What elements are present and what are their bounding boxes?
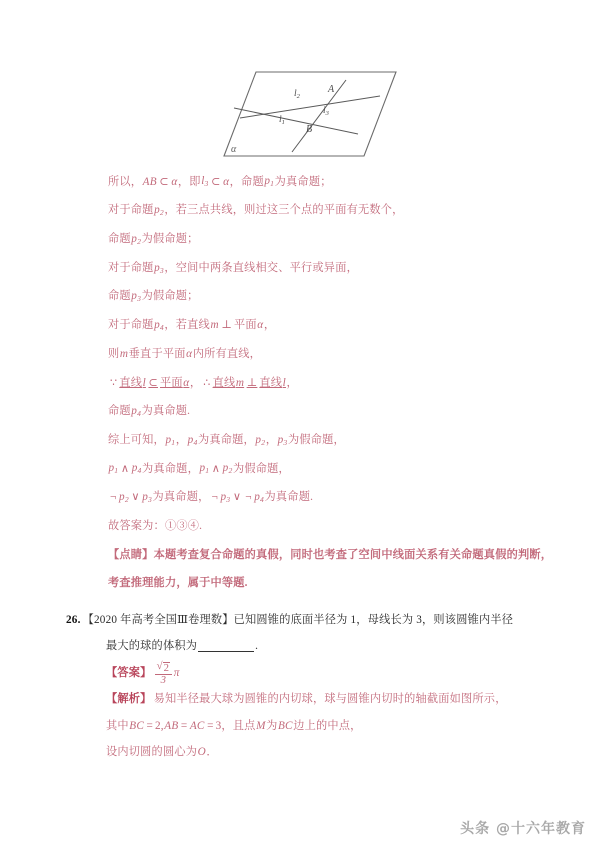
answer-line	[106, 660, 536, 687]
fraction-denominator: 3	[160, 674, 167, 687]
text-segment: $p_4$	[131, 462, 142, 476]
text-segment: 考查推理能力，属于中等题.	[108, 577, 248, 590]
text-segment: 对于命题	[108, 261, 154, 274]
text-segment: 3	[215, 719, 222, 732]
text-segment: 则	[108, 347, 120, 360]
geometry-figure	[0, 58, 600, 170]
text-segment: 命题	[108, 405, 131, 418]
text-segment: ，	[265, 433, 278, 446]
text-segment: ，若直线	[164, 319, 210, 332]
text-segment: ⊂	[211, 175, 221, 188]
solution-line	[108, 340, 528, 369]
text-segment: ⊂	[159, 175, 169, 188]
watermark-toutiao: 头条 @十六年教育	[460, 821, 586, 837]
text-segment: AB	[164, 719, 179, 732]
solution-line	[108, 426, 528, 455]
text-segment: 为真命题.	[141, 405, 191, 418]
text-segment: $p_2$	[119, 491, 129, 505]
line-l1	[234, 108, 358, 134]
text-segment: ¬	[110, 491, 117, 504]
text-segment: 为假命题；	[141, 233, 199, 246]
answer-fraction	[155, 661, 173, 687]
subscript: 3	[148, 495, 153, 505]
text-segment: m	[210, 319, 219, 332]
plane-alpha-outline	[224, 72, 396, 156]
text-segment: AB	[142, 175, 157, 188]
subscript: 2	[159, 208, 164, 218]
text-segment: 内所有直线，	[192, 347, 262, 360]
text-segment: 所以，	[108, 175, 143, 188]
solution-line	[108, 168, 528, 197]
text-segment: =	[180, 719, 188, 732]
solution-line	[108, 512, 528, 541]
text-segment: l	[142, 376, 146, 389]
question-26-line-2	[66, 634, 536, 660]
text-segment: $p_2$	[255, 433, 266, 447]
subscript: 4	[137, 409, 142, 419]
subscript: 4	[260, 495, 265, 505]
text-segment: ⊥	[221, 319, 232, 332]
subscript: 1	[270, 179, 275, 189]
subscript: 3	[226, 495, 231, 505]
text-segment: α	[223, 175, 230, 188]
text-segment: ，若三点共线，则过这三个点的平面有无数个，	[164, 204, 404, 217]
text-segment: $p_4$	[187, 433, 198, 447]
subscript: 2	[124, 495, 129, 505]
text-segment: 直线	[212, 376, 236, 389]
solution-line	[108, 369, 528, 398]
question-number: 26.	[66, 614, 81, 627]
plane-label-alpha: α	[231, 144, 237, 155]
text-segment: ∧	[211, 462, 221, 475]
text-segment: $p_4$	[154, 318, 164, 333]
text-segment: ．	[206, 746, 218, 759]
text-segment: ，空间中两条直线相交、平行或异面，	[164, 261, 358, 274]
solution-line	[108, 455, 528, 484]
subscript: 4	[137, 466, 142, 476]
text-segment: ，	[263, 319, 276, 332]
answer-tag: 【答案】	[106, 666, 152, 679]
text-segment: 设内切圆的圆心为	[106, 746, 198, 759]
label-l2: $l_2$	[294, 89, 300, 100]
analysis-tag: 【解析】	[106, 693, 152, 706]
text-segment: 边上的中点，	[293, 719, 362, 732]
text-segment: ∵	[110, 376, 118, 389]
line-l3	[292, 80, 346, 152]
solution-line	[108, 398, 528, 427]
text-segment: ¬	[245, 491, 252, 504]
solution-line	[108, 254, 528, 283]
text-segment: 为假命题；	[141, 290, 199, 303]
text-segment: $p_3$	[277, 433, 288, 447]
question-period: .	[255, 640, 259, 653]
text-segment: $p_1$	[199, 462, 210, 476]
text-segment: $p_2$	[154, 204, 164, 218]
text-segment: 命题	[108, 233, 131, 246]
text-segment: ∴	[203, 376, 211, 389]
text-segment: O	[197, 746, 206, 759]
text-segment: 对于命题	[108, 204, 154, 217]
subscript: 1	[171, 437, 176, 447]
text-segment: 故答案为：①③④.	[108, 519, 203, 532]
text-segment: ，	[175, 433, 188, 446]
solution-line	[108, 283, 528, 312]
text-segment: l	[282, 376, 286, 389]
solution-line	[108, 311, 528, 340]
analysis-line-2	[106, 713, 536, 740]
text-segment: 为假命题，	[287, 433, 345, 446]
plane-alpha-diagram	[190, 60, 410, 168]
solution-line	[108, 484, 528, 513]
label-point-b: B	[306, 124, 313, 135]
text-segment: BC	[278, 719, 293, 732]
text-segment: $p_3$	[220, 491, 231, 505]
solution-line	[108, 225, 528, 254]
text-segment: m	[119, 347, 129, 360]
question-body-text-cont: 最大的球的体积为	[106, 640, 198, 653]
text-segment: $p_1$	[264, 175, 275, 189]
solution-line	[108, 197, 528, 226]
analysis-line-3	[106, 740, 536, 767]
solution-line	[108, 570, 528, 599]
text-segment: α	[171, 175, 178, 188]
text-segment: $p_4$	[131, 404, 142, 419]
text-segment: AC	[189, 719, 205, 732]
text-segment: 为真命题，	[152, 491, 210, 504]
text-segment: m	[235, 376, 245, 389]
text-segment: 其中	[106, 719, 129, 732]
answer-analysis-block	[106, 660, 536, 766]
text-segment: ，且点	[221, 719, 256, 732]
text-segment: $l_3$	[201, 175, 209, 189]
subscript: 2	[228, 466, 233, 476]
text-segment: 为真命题.	[264, 491, 314, 504]
subscript: 3	[159, 265, 164, 275]
subscript: 4	[193, 437, 198, 447]
analysis-text-1: 易知半径最大球为圆锥的内切球，球与圆锥内切时的轴截面如图所示，	[153, 693, 507, 706]
text-segment: $p_4$	[254, 491, 265, 505]
text-segment: ，	[286, 376, 298, 389]
text-segment: 本题考查复合命题的真假，同时也考查了空间中线面关系有关命题真假的判断，	[153, 548, 553, 561]
text-segment: 平面	[233, 319, 257, 332]
text-segment: =	[207, 719, 214, 732]
text-segment: 为	[266, 719, 278, 732]
text-segment: ，即	[177, 175, 201, 188]
text-segment: ⊂	[148, 376, 158, 389]
subscript: 2	[137, 236, 142, 246]
question-source-tag: 【2020 年高考全国Ⅲ卷理数】	[82, 614, 234, 627]
subscript: 1	[114, 466, 119, 476]
solution-text-block	[108, 168, 553, 598]
text-segment: $p_3$	[131, 290, 142, 304]
fraction-suffix-pi: π	[173, 666, 180, 679]
text-segment: α	[257, 319, 264, 332]
analysis-line-1	[106, 687, 536, 714]
subscript: 3	[283, 437, 288, 447]
subscript: 3	[204, 179, 209, 189]
text-segment: $p_3$	[142, 491, 153, 505]
question-26-line-1	[66, 608, 536, 634]
line-l2	[240, 96, 380, 118]
solution-line	[108, 541, 553, 570]
text-segment: 为真命题，	[142, 462, 199, 475]
text-segment: $p_2$	[131, 232, 142, 246]
answer-blank[interactable]	[198, 642, 254, 653]
text-segment: 直线	[119, 376, 143, 389]
text-segment: ,	[160, 719, 164, 732]
question-26-block	[66, 608, 536, 660]
subscript: 2	[261, 437, 266, 447]
text-segment: BC	[129, 719, 144, 732]
text-segment: ∨	[131, 491, 140, 504]
text-segment: ∧	[120, 462, 130, 475]
text-segment: 命题	[108, 290, 131, 303]
text-segment: ∨	[232, 491, 242, 504]
text-segment: 垂直于平面	[128, 347, 186, 360]
subscript: 4	[159, 323, 164, 333]
text-segment: ⊥	[246, 376, 258, 389]
text-segment: 平面	[160, 376, 183, 389]
text-segment: ，	[189, 376, 202, 389]
subscript: 1	[205, 466, 210, 476]
fraction-numerator	[155, 661, 173, 675]
text-segment: $p_1$	[108, 462, 119, 476]
text-segment: α	[186, 347, 193, 360]
text-segment: =	[146, 719, 153, 732]
label-point-a: A	[328, 84, 335, 95]
text-segment: ¬	[211, 491, 218, 504]
text-segment: 综上可知，	[108, 433, 165, 446]
text-segment: 为真命题，	[197, 433, 255, 446]
text-segment: 直线	[259, 376, 283, 389]
text-segment: 对于命题	[108, 319, 154, 332]
text-segment: $p_2$	[222, 462, 233, 476]
text-segment: $p_3$	[154, 261, 164, 275]
text-segment: ，命题	[229, 175, 264, 188]
text-segment: 为真命题；	[274, 175, 332, 188]
label-l1: $l_1$	[279, 115, 285, 126]
text-segment: 【点睛】	[108, 548, 154, 561]
sqrt-icon: √ 2	[156, 659, 170, 674]
subscript: 3	[137, 294, 142, 304]
label-l3: $l_3$	[323, 106, 329, 117]
text-segment: $p_1$	[165, 433, 176, 447]
question-body-text: 已知圆锥的底面半径为 1，母线长为 3，则该圆锥内半径	[233, 614, 514, 627]
text-segment: α	[183, 376, 190, 389]
text-segment: 为假命题，	[232, 462, 290, 475]
text-segment: 2	[155, 719, 161, 732]
text-segment: M	[256, 719, 266, 732]
